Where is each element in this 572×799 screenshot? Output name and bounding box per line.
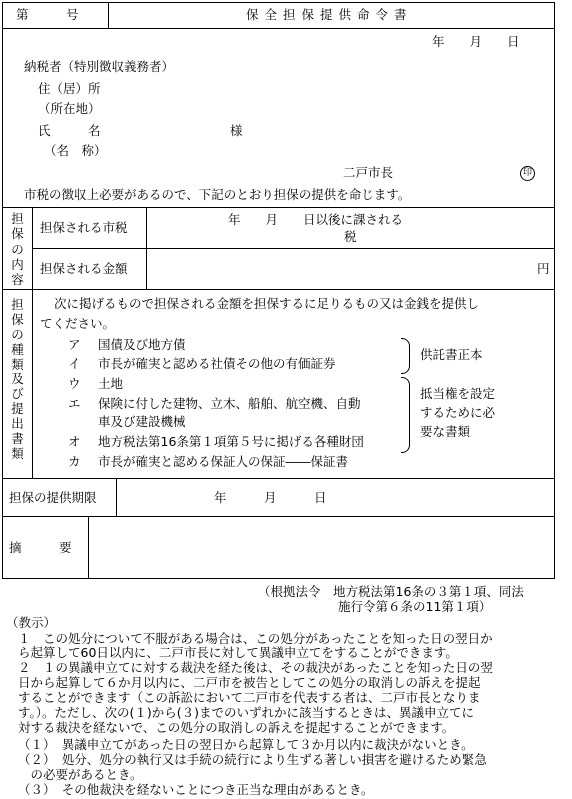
- intro-text: 市税の徴収上必要があるので、下記のとおり担保の提供を命じます。: [24, 187, 411, 202]
- honorific: 様: [230, 123, 243, 138]
- vertical-label-char: の: [11, 241, 24, 257]
- types-intro-line2: てください。: [40, 316, 116, 331]
- amount-unit: 円: [537, 261, 550, 276]
- notice-sub-line: （２） 処分、処分の執行又は手続の続行により生ずる著しい損害を避けるため緊急: [18, 752, 487, 767]
- list-item: 市長が確実と認める保証人の保証――保証書: [98, 454, 349, 469]
- notice-p2-line: す。）。ただし、次の(１)から(３)までのいずれかに該当するときは、異議申立てに: [18, 705, 475, 720]
- notice-p1-line: １ この処分について不服がある場合は、この処分があったことを知った日の翌日か: [18, 631, 493, 646]
- vertical-label-char: 保: [11, 226, 24, 242]
- vertical-label-char: の: [11, 326, 24, 342]
- secured-tax-label: 担保される市税: [40, 220, 128, 235]
- taxpayer-heading: 納税者（特別徴収義務者）: [24, 59, 175, 74]
- remarks-label: 摘 要: [9, 540, 72, 555]
- secured-amount-label: 担保される金額: [40, 261, 128, 276]
- list-item: 車及び建設機械: [98, 414, 186, 429]
- issue-date: 年 月 日: [432, 34, 520, 49]
- vertical-label-char: 類: [11, 356, 24, 372]
- list-item-mark: エ: [68, 396, 81, 411]
- document-title: 保全担保提供命令書: [246, 7, 413, 22]
- legal-basis-line2: 施行令第６条の11第１項）: [338, 599, 492, 614]
- deadline-label: 担保の提供期限: [9, 490, 97, 505]
- issuer-name: 二戸市長: [343, 165, 394, 180]
- vertical-label-char: 担: [11, 211, 24, 226]
- list-item: 土地: [98, 376, 124, 391]
- notice-sub-line: （１） 異議申立てがあった日の翌日から起算して３か月以内に裁決がないとき。: [18, 737, 474, 752]
- notice-p2-line: ２ １の異議申立てに対する裁決を経た後は、その裁決があったことを知った日の翌: [18, 660, 493, 675]
- legal-basis-line1: （根拠法令 地方税法第16条の３第１項、同法: [258, 584, 524, 599]
- vertical-label-char: 保: [11, 311, 24, 327]
- location-label: （所在地）: [38, 101, 101, 116]
- secured-tax-value-line2: 税: [344, 229, 357, 244]
- brace-bracket: [401, 338, 410, 374]
- types-section-label: [3, 298, 32, 462]
- list-item: 保険に付した建物、立木、船舶、航空機、自動: [98, 396, 361, 411]
- vertical-label-char: 書: [11, 430, 24, 446]
- name-sub-label: （名 称）: [44, 143, 107, 158]
- vertical-label-char: 類: [11, 445, 24, 461]
- notice-p2-line: 対する裁決を経ないで、この処分の取消しの訴えを提起することができます。: [18, 720, 455, 735]
- types-intro-line1: 次に掲げるもので担保される金額を担保するに足りるもの又は金銭を提供し: [54, 296, 480, 311]
- list-item-mark: オ: [68, 434, 81, 449]
- required-document-mortgage-line2: するために必: [420, 405, 496, 420]
- list-item: 市長が確実と認める社債その他の有価証券: [98, 356, 336, 371]
- vertical-label-char: 容: [11, 272, 24, 287]
- required-document-mortgage-line1: 抵当権を設定: [420, 386, 496, 401]
- number-label: 第 号: [16, 7, 79, 22]
- notice-sub-line: （３） その他裁決を経ないことにつき正当な理由があるとき。: [18, 782, 374, 797]
- list-item-mark: イ: [68, 356, 81, 371]
- vertical-label-char: 及: [11, 371, 24, 387]
- list-item-mark: ウ: [68, 376, 81, 391]
- name-label: 氏 名: [38, 123, 101, 138]
- vertical-label-char: 出: [11, 416, 24, 431]
- required-document-mortgage-line3: 要な書類: [420, 424, 471, 439]
- list-item-mark: ア: [68, 337, 81, 352]
- required-document-deposit: 供託書正本: [420, 347, 483, 362]
- seal-mark: 印: [520, 166, 535, 181]
- notice-heading: （教示）: [6, 615, 57, 630]
- notice-sub-line: の必要があるとき。: [18, 767, 143, 782]
- vertical-label-char: 提: [11, 401, 24, 417]
- notice-p2-line: することができます（この訴訟において二戸市を代表する者は、二戸市長となりま: [18, 690, 481, 705]
- list-item: 地方税法第16条第１項第５号に掲げる各種財団: [98, 434, 364, 449]
- vertical-label-char: 種: [11, 341, 24, 357]
- brace-bracket: [401, 377, 410, 453]
- notice-p1-line: ら起算して60日以内に、二戸市長に対して異議申立てをすることができます。: [18, 645, 458, 660]
- notice-p2-line: 日から起算して６か月以内に、二戸市を被告としてこの処分の取消しの訴えを提起: [18, 675, 481, 690]
- content-section-label: [3, 211, 32, 287]
- address-label: 住（居）所: [38, 81, 101, 96]
- secured-tax-value-line1: 年 月 日以後に課される: [228, 212, 404, 227]
- deadline-value: 年 月 日: [214, 490, 327, 505]
- vertical-label-char: び: [11, 386, 24, 402]
- vertical-label-char: 担: [11, 297, 24, 312]
- list-item-mark: カ: [68, 454, 81, 469]
- list-item: 国債及び地方債: [98, 337, 186, 352]
- vertical-label-char: 内: [11, 256, 24, 272]
